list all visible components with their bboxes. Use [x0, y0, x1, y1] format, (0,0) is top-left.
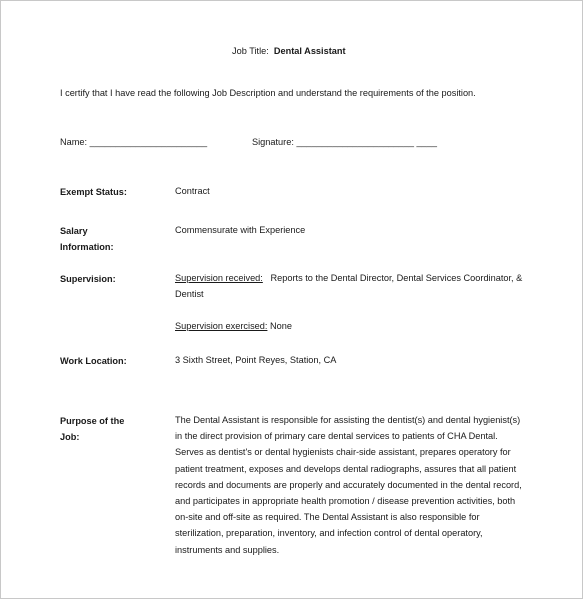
- supervision-exercised-label: Supervision exercised:: [175, 321, 268, 331]
- work-location-value: 3 Sixth Street, Point Reyes, Station, CA: [175, 355, 337, 365]
- name-line: _______________________: [89, 137, 208, 147]
- exempt-status-value: Contract: [175, 186, 210, 196]
- purpose-line: The Dental Assistant is responsible for assisting the dentist(s) and dental hygienist(s): [175, 415, 521, 425]
- signature-line: _______________________ ____: [296, 137, 437, 147]
- salary-label-line1: Salary: [60, 226, 88, 236]
- purpose-label-line2: Job:: [60, 432, 80, 442]
- exempt-status-label: Exempt Status:: [60, 187, 127, 197]
- salary-label-line2: Information:: [60, 242, 114, 252]
- purpose-paragraph: [175, 412, 535, 558]
- signature-field: [252, 137, 437, 147]
- purpose-line: instruments and supplies.: [175, 544, 280, 555]
- name-field: [60, 137, 207, 147]
- supervision-exercised-value: None: [270, 321, 292, 331]
- supervision-label: Supervision:: [60, 274, 116, 284]
- purpose-line: patient treatment, exposes and develops dental radiographs, assures that all patient: [175, 463, 517, 474]
- certify-statement: I certify that I have read the following Job Description and understand the requirements of the position.: [60, 88, 476, 98]
- purpose-line: in the direct provision of primary care dental services to patients of CHA Dental.: [175, 431, 498, 442]
- signature-label: Signature:: [252, 137, 294, 147]
- purpose-line: records and documents are properly and accurately documented in the dental record,: [175, 479, 522, 490]
- supervision-exercised: [175, 318, 292, 334]
- job-title-line: [232, 46, 346, 56]
- supervision-received-value-cont: Dentist: [175, 289, 204, 299]
- salary-value: Commensurate with Experience: [175, 225, 306, 235]
- name-label: Name:: [60, 137, 88, 147]
- purpose-line: Serves as dentist's or dental hygienists chair-side assistant, prepares operatory for: [175, 447, 511, 458]
- job-title-value: Dental Assistant: [273, 46, 346, 56]
- work-location-label: Work Location:: [60, 356, 127, 366]
- purpose-label-line1: Purpose of the: [60, 416, 125, 426]
- supervision-received: [175, 270, 522, 286]
- purpose-line: on-site and off-site as required. The Dental Assistant is also responsible for: [175, 512, 480, 523]
- purpose-line: and participates in appropriate health promotion / disease prevention activities, both: [175, 496, 516, 507]
- supervision-received-label: Supervision received:: [175, 273, 263, 283]
- supervision-received-value: Reports to the Dental Director, Dental Services Coordinator, &: [270, 273, 523, 283]
- job-title-label: Job Title:: [232, 46, 269, 56]
- purpose-line: sterilization, preparation, inventory, and infection control of dental operatory,: [175, 528, 483, 539]
